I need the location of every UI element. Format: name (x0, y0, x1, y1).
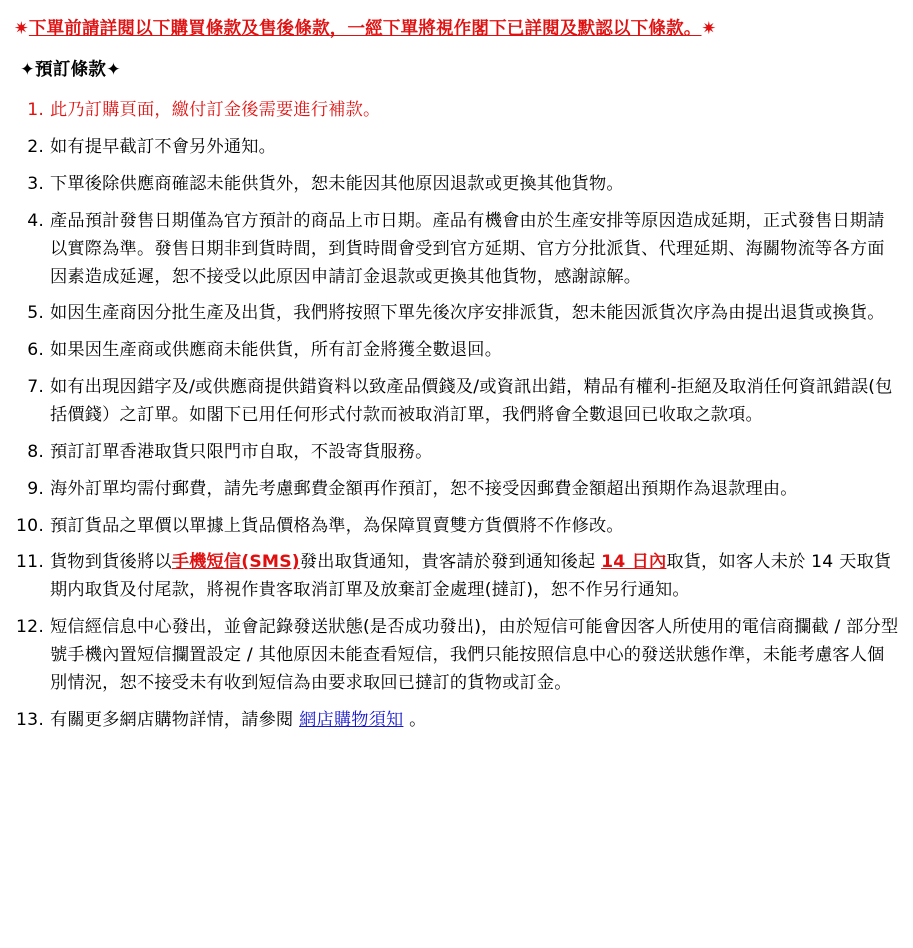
term-text: 發出取貨通知，貴客請於發到通知後起 (299, 552, 602, 573)
star-right-icon: ✷ (701, 19, 717, 39)
term-text: 如有出現因錯字及/或供應商提供錯資料以致產品價錢及/或資訊出錯，精品有權利-拒絕及取消任何資訊錯誤(包括價錢）之訂單。如閣下已用任何形式付款而被取消訂單，我們將會全數退回已收取之款項。 (50, 377, 893, 425)
term-text: 如果因生產商或供應商未能供貨，所有訂金將獲全數退回。 (50, 340, 503, 361)
section-title: ✦預訂條款✦ (20, 60, 122, 81)
term-text: 產品預計發售日期僅為官方預計的商品上市日期。產品有機會由於生產安排等原因造成延期，正式發售日期請以實際為準。發售日期非到貨時間，到貨時間會受到官方延期、官方分批派貨、代理延期、海關物流等各方面因素造成延遲，恕不接受以此原因申請訂金退款或更換其他貨物，感謝諒解。 (50, 210, 885, 287)
term-item (14, 300, 899, 328)
term-text: 此乃訂購頁面，繳付訂金後需要進行補款。 (50, 100, 381, 121)
term-item (14, 614, 899, 698)
term-text: 海外訂單均需付郵費，請先考慮郵費金額再作預訂，恕不接受因郵費金額超出預期作為退款理由。 (50, 478, 798, 499)
term-text: 短信經信息中心發出，並會記錄發送狀態(是否成功發出)，由於短信可能會因客人所使用的電信商攔截 / 部分型號手機內置短信攔置設定 / 其他原因未能查看短信，我們只能按照信息中心的發送狀態作準，未能考慮客人個別情況，恕不接受未有收到短信為由要求取回已撻訂的貨物或訂金。 (50, 617, 899, 693)
top-notice-text: 下單前請詳閱以下購買條款及售後條款，一經下單將視作閣下已詳閱及默認以下條款。 (28, 19, 702, 39)
term-item (14, 707, 899, 735)
term-text: 如有提早截訂不會另外通知。 (50, 137, 277, 158)
term-text: 預訂訂單香港取貨只限門市自取，不設寄貨服務。 (50, 441, 433, 462)
term-item (14, 208, 899, 292)
term-text: 貨物到貨後將以 (50, 552, 172, 573)
term-item (14, 97, 899, 125)
star-left-icon: ✷ (14, 19, 29, 39)
term-item (14, 476, 899, 504)
term-item (14, 337, 899, 365)
term-text: 下單後除供應商確認未能供貨外，恕未能因其他原因退款或更換其他貨物。 (50, 173, 624, 194)
term-text: 。 (403, 709, 427, 730)
term-text: 如因生產商因分批生產及出貨，我們將按照下單先後次序安排派貨，恕未能因派貨次序為由提出退貨或換貨。 (50, 303, 885, 324)
term-item (14, 374, 899, 430)
term-text: 有關更多網店購物詳情，請參閱 (50, 709, 300, 730)
term-emphasis-text: 14 日內 (601, 552, 667, 573)
term-item (14, 171, 899, 199)
term-item (14, 439, 899, 467)
top-notice-banner (14, 16, 899, 42)
term-item (14, 549, 899, 605)
term-item (14, 513, 899, 541)
term-item (14, 134, 899, 162)
terms-list (14, 97, 899, 734)
term-emphasis-text: 手機短信(SMS) (171, 552, 300, 573)
shop-notice-link[interactable]: 網店購物須知 (299, 709, 404, 730)
term-text: 取貨，如客人未於 14 天取貨期内取貨及付尾款，將視作貴客取消訂單及放棄訂金處理(撻訂)，恕不作另行通知。 (50, 552, 892, 601)
term-text: 預訂貨品之單價以單據上貨品價格為準，為保障買賣雙方貨價將不作修改。 (50, 515, 624, 536)
